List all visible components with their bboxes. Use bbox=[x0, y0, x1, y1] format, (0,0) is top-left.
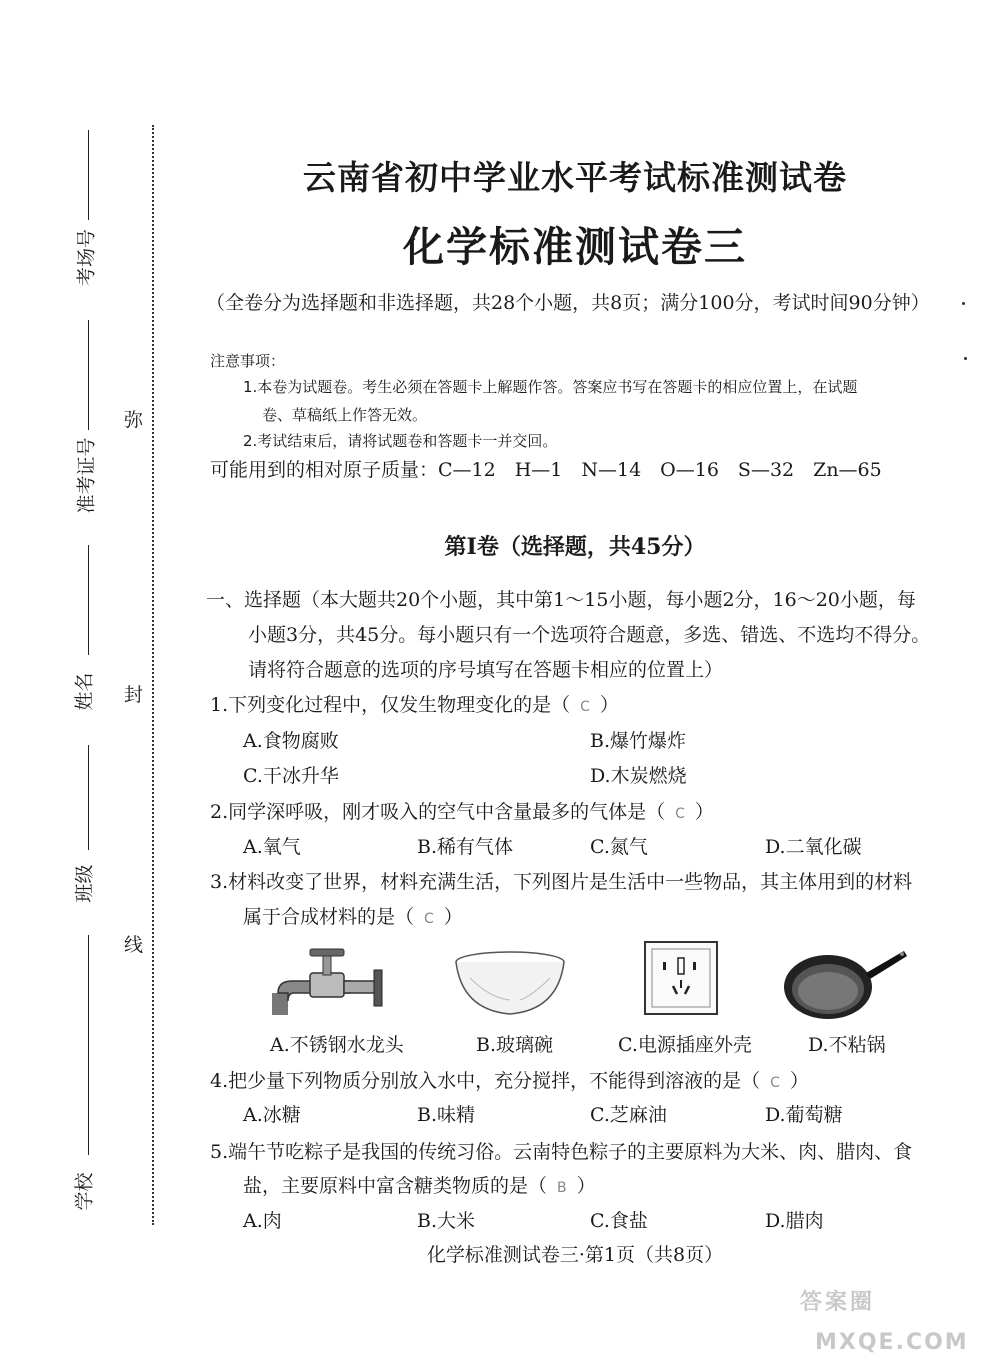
question-2-answer: C bbox=[675, 806, 685, 822]
question-5-line2 bbox=[243, 1171, 596, 1198]
question-3-line1: 3.材料改变了世界，材料充满生活，下列图片是生活中一些物品，其主体用到的材料 bbox=[210, 871, 913, 893]
seal-char-feng: 封 bbox=[124, 684, 144, 706]
part1-instructions-line2: 小题3分，共45分。每小题只有一个选项符合题意，多选、错选、不选均不得分。 bbox=[248, 624, 931, 646]
q5-option-b: B.大米 bbox=[417, 1210, 476, 1232]
question-3-line2 bbox=[243, 902, 463, 929]
notice-item-2: 2.考试结束后，请将试题卷和答题卡一并交回。 bbox=[243, 432, 558, 450]
question-3-answer: C bbox=[424, 911, 434, 927]
q3-option-b: B.玻璃碗 bbox=[476, 1034, 554, 1056]
nonstick-pan-image bbox=[780, 945, 910, 1023]
notice-item-1: 1.本卷为试题卷。考生必须在答题卡上解题作答。答案应书写在答题卡的相应位置上，在试题 bbox=[243, 378, 858, 396]
q3-option-d: D.不粘锅 bbox=[808, 1034, 886, 1056]
q1-option-a: A.食物腐败 bbox=[243, 730, 339, 752]
part1-instructions-line1: 一、选择题（本大题共20个小题，其中第1～15小题，每小题2分，16～20小题，每 bbox=[206, 589, 916, 611]
question-2-stem: 2.同学深呼吸，刚才吸入的空气中含量最多的气体是（ bbox=[210, 801, 666, 823]
page-footer: 化学标准测试卷三·第1页（共8页） bbox=[426, 1244, 724, 1266]
question-1-close: ） bbox=[599, 694, 619, 716]
question-5-answer: B bbox=[557, 1180, 567, 1196]
question-3-stem: 属于合成材料的是（ bbox=[243, 906, 415, 928]
q5-option-c: C.食盐 bbox=[590, 1210, 648, 1232]
glass-bowl-image bbox=[450, 948, 570, 1020]
q2-option-c: C.氮气 bbox=[590, 836, 648, 858]
exam-info: （全卷分为选择题和非选择题，共28个小题，共8页；满分100分，考试时间90分钟） bbox=[206, 292, 930, 314]
margin-line bbox=[88, 745, 89, 850]
seal-char-mi: 弥 bbox=[124, 409, 144, 431]
q5-option-a: A.肉 bbox=[243, 1210, 282, 1232]
speck bbox=[964, 357, 967, 360]
question-5-stem: 盐，主要原料中富含糖类物质的是（ bbox=[243, 1175, 548, 1197]
atomic-masses: 可能用到的相对原子质量：C—12 H—1 N—14 O—16 S—32 Zn—65 bbox=[210, 459, 882, 481]
question-1-answer: C bbox=[580, 699, 590, 715]
seal-dashed-line bbox=[152, 125, 154, 1225]
question-3-close: ） bbox=[443, 906, 463, 928]
watermark-url: MXQE.COM bbox=[815, 1330, 969, 1355]
question-4 bbox=[210, 1066, 809, 1093]
q5-option-d: D.腊肉 bbox=[765, 1210, 824, 1232]
margin-label-name: 姓名 bbox=[73, 672, 96, 711]
question-4-answer: C bbox=[770, 1075, 780, 1091]
notice-heading: 注意事项： bbox=[210, 352, 286, 370]
q2-option-b: B.稀有气体 bbox=[417, 836, 514, 858]
q1-option-c: C.干冰升华 bbox=[243, 765, 339, 787]
speck bbox=[962, 302, 965, 305]
margin-line bbox=[88, 320, 89, 430]
margin-label-ticket-number: 准考证号 bbox=[75, 437, 98, 514]
question-5-close: ） bbox=[576, 1175, 596, 1197]
question-5-line1: 5.端午节吃粽子是我国的传统习俗。云南特色粽子的主要原料为大米、肉、腊肉、食 bbox=[210, 1141, 913, 1163]
q4-option-b: B.味精 bbox=[417, 1104, 476, 1126]
question-1-stem: 1.下列变化过程中，仅发生物理变化的是（ bbox=[210, 694, 571, 716]
q4-option-c: C.芝麻油 bbox=[590, 1104, 667, 1126]
q2-option-a: A.氧气 bbox=[243, 836, 301, 858]
q3-option-c: C.电源插座外壳 bbox=[618, 1034, 752, 1056]
margin-label-exam-room: 考场号 bbox=[75, 229, 98, 287]
margin-label-school: 学校 bbox=[73, 1172, 96, 1211]
q4-option-d: D.葡萄糖 bbox=[765, 1104, 843, 1126]
seal-char-xian: 线 bbox=[124, 934, 144, 956]
part1-instructions-line3: 请将符合题意的选项的序号填写在答题卡相应的位置上） bbox=[248, 659, 724, 681]
question-2-close: ） bbox=[694, 801, 714, 823]
power-socket-image bbox=[643, 940, 719, 1016]
q1-option-d: D.木炭燃烧 bbox=[590, 765, 687, 787]
margin-line bbox=[88, 935, 89, 1155]
q4-option-a: A.冰糖 bbox=[243, 1104, 301, 1126]
question-2 bbox=[210, 797, 714, 824]
question-1 bbox=[210, 690, 619, 717]
q3-option-a: A.不锈钢水龙头 bbox=[270, 1034, 404, 1056]
q2-option-d: D.二氧化碳 bbox=[765, 836, 862, 858]
section-title: 第Ⅰ卷（选择题，共45分） bbox=[444, 534, 706, 560]
question-4-close: ） bbox=[789, 1070, 809, 1092]
exam-subtitle: 化学标准测试卷三 bbox=[403, 223, 747, 271]
watermark-logo: 答案圈 bbox=[800, 1290, 876, 1315]
margin-label-class: 班级 bbox=[73, 864, 96, 903]
q1-option-b: B.爆竹爆炸 bbox=[590, 730, 687, 752]
notice-item-1-cont: 卷、草稿纸上作答无效。 bbox=[262, 406, 428, 424]
question-4-stem: 4.把少量下列物质分别放入水中，充分搅拌，不能得到溶液的是（ bbox=[210, 1070, 761, 1092]
exam-title: 云南省初中学业水平考试标准测试卷 bbox=[303, 158, 847, 197]
faucet-image bbox=[270, 945, 390, 1020]
margin-line bbox=[88, 545, 89, 655]
